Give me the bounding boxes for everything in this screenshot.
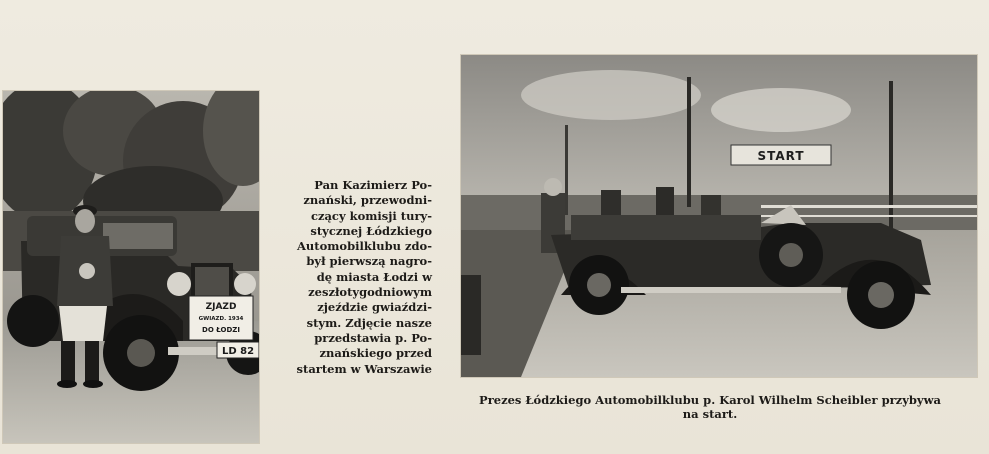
registration-plate-text: LD 82 — [221, 346, 255, 357]
caption-left-line: Automobilklubu zdo- — [296, 239, 432, 254]
caption-left-line: zeszłotygodniowym — [308, 285, 432, 300]
caption-left — [268, 178, 432, 377]
caption-left-line: stycznej Łódzkiego — [310, 223, 432, 238]
caption-left-line: zjeździe gwiaździ- — [317, 300, 432, 315]
caption-left-line: znański, przewodni- — [303, 193, 432, 208]
caption-left-line: przedstawia p. Po- — [314, 330, 432, 345]
caption-right-line: Prezes Łódzkiego Automobilklubu p. Karol Wilhelm Scheibler przybywa — [479, 393, 941, 407]
caption-left-line: startem w Warszawie — [296, 361, 432, 376]
caption-left-line: był pierwszą nagro- — [306, 254, 432, 269]
caption-left-line: Pan Kazimierz Po- — [314, 178, 432, 192]
caption-left-line: czący komisji tury- — [310, 208, 432, 223]
caption-right-line: na start. — [682, 407, 738, 421]
photo-right-image — [461, 55, 977, 377]
caption-left-line: dę miasta Łodzi w — [316, 269, 432, 284]
caption-left-line: stym. Zdjęcie nasze — [306, 315, 432, 330]
caption-left-line: znańskiego przed — [319, 346, 432, 361]
photo-left-image — [3, 91, 259, 443]
caption-right — [440, 393, 980, 421]
photo-poznanski-car — [2, 90, 260, 444]
start-sign-text: START — [757, 149, 805, 163]
plate-bottom-text: DO ŁODZI — [202, 326, 240, 334]
plate-mid-text: GWIAZD. 1934 — [198, 316, 244, 322]
photo-scheibler-start — [460, 54, 978, 378]
plate-top-text: ZJAZD — [205, 302, 237, 312]
